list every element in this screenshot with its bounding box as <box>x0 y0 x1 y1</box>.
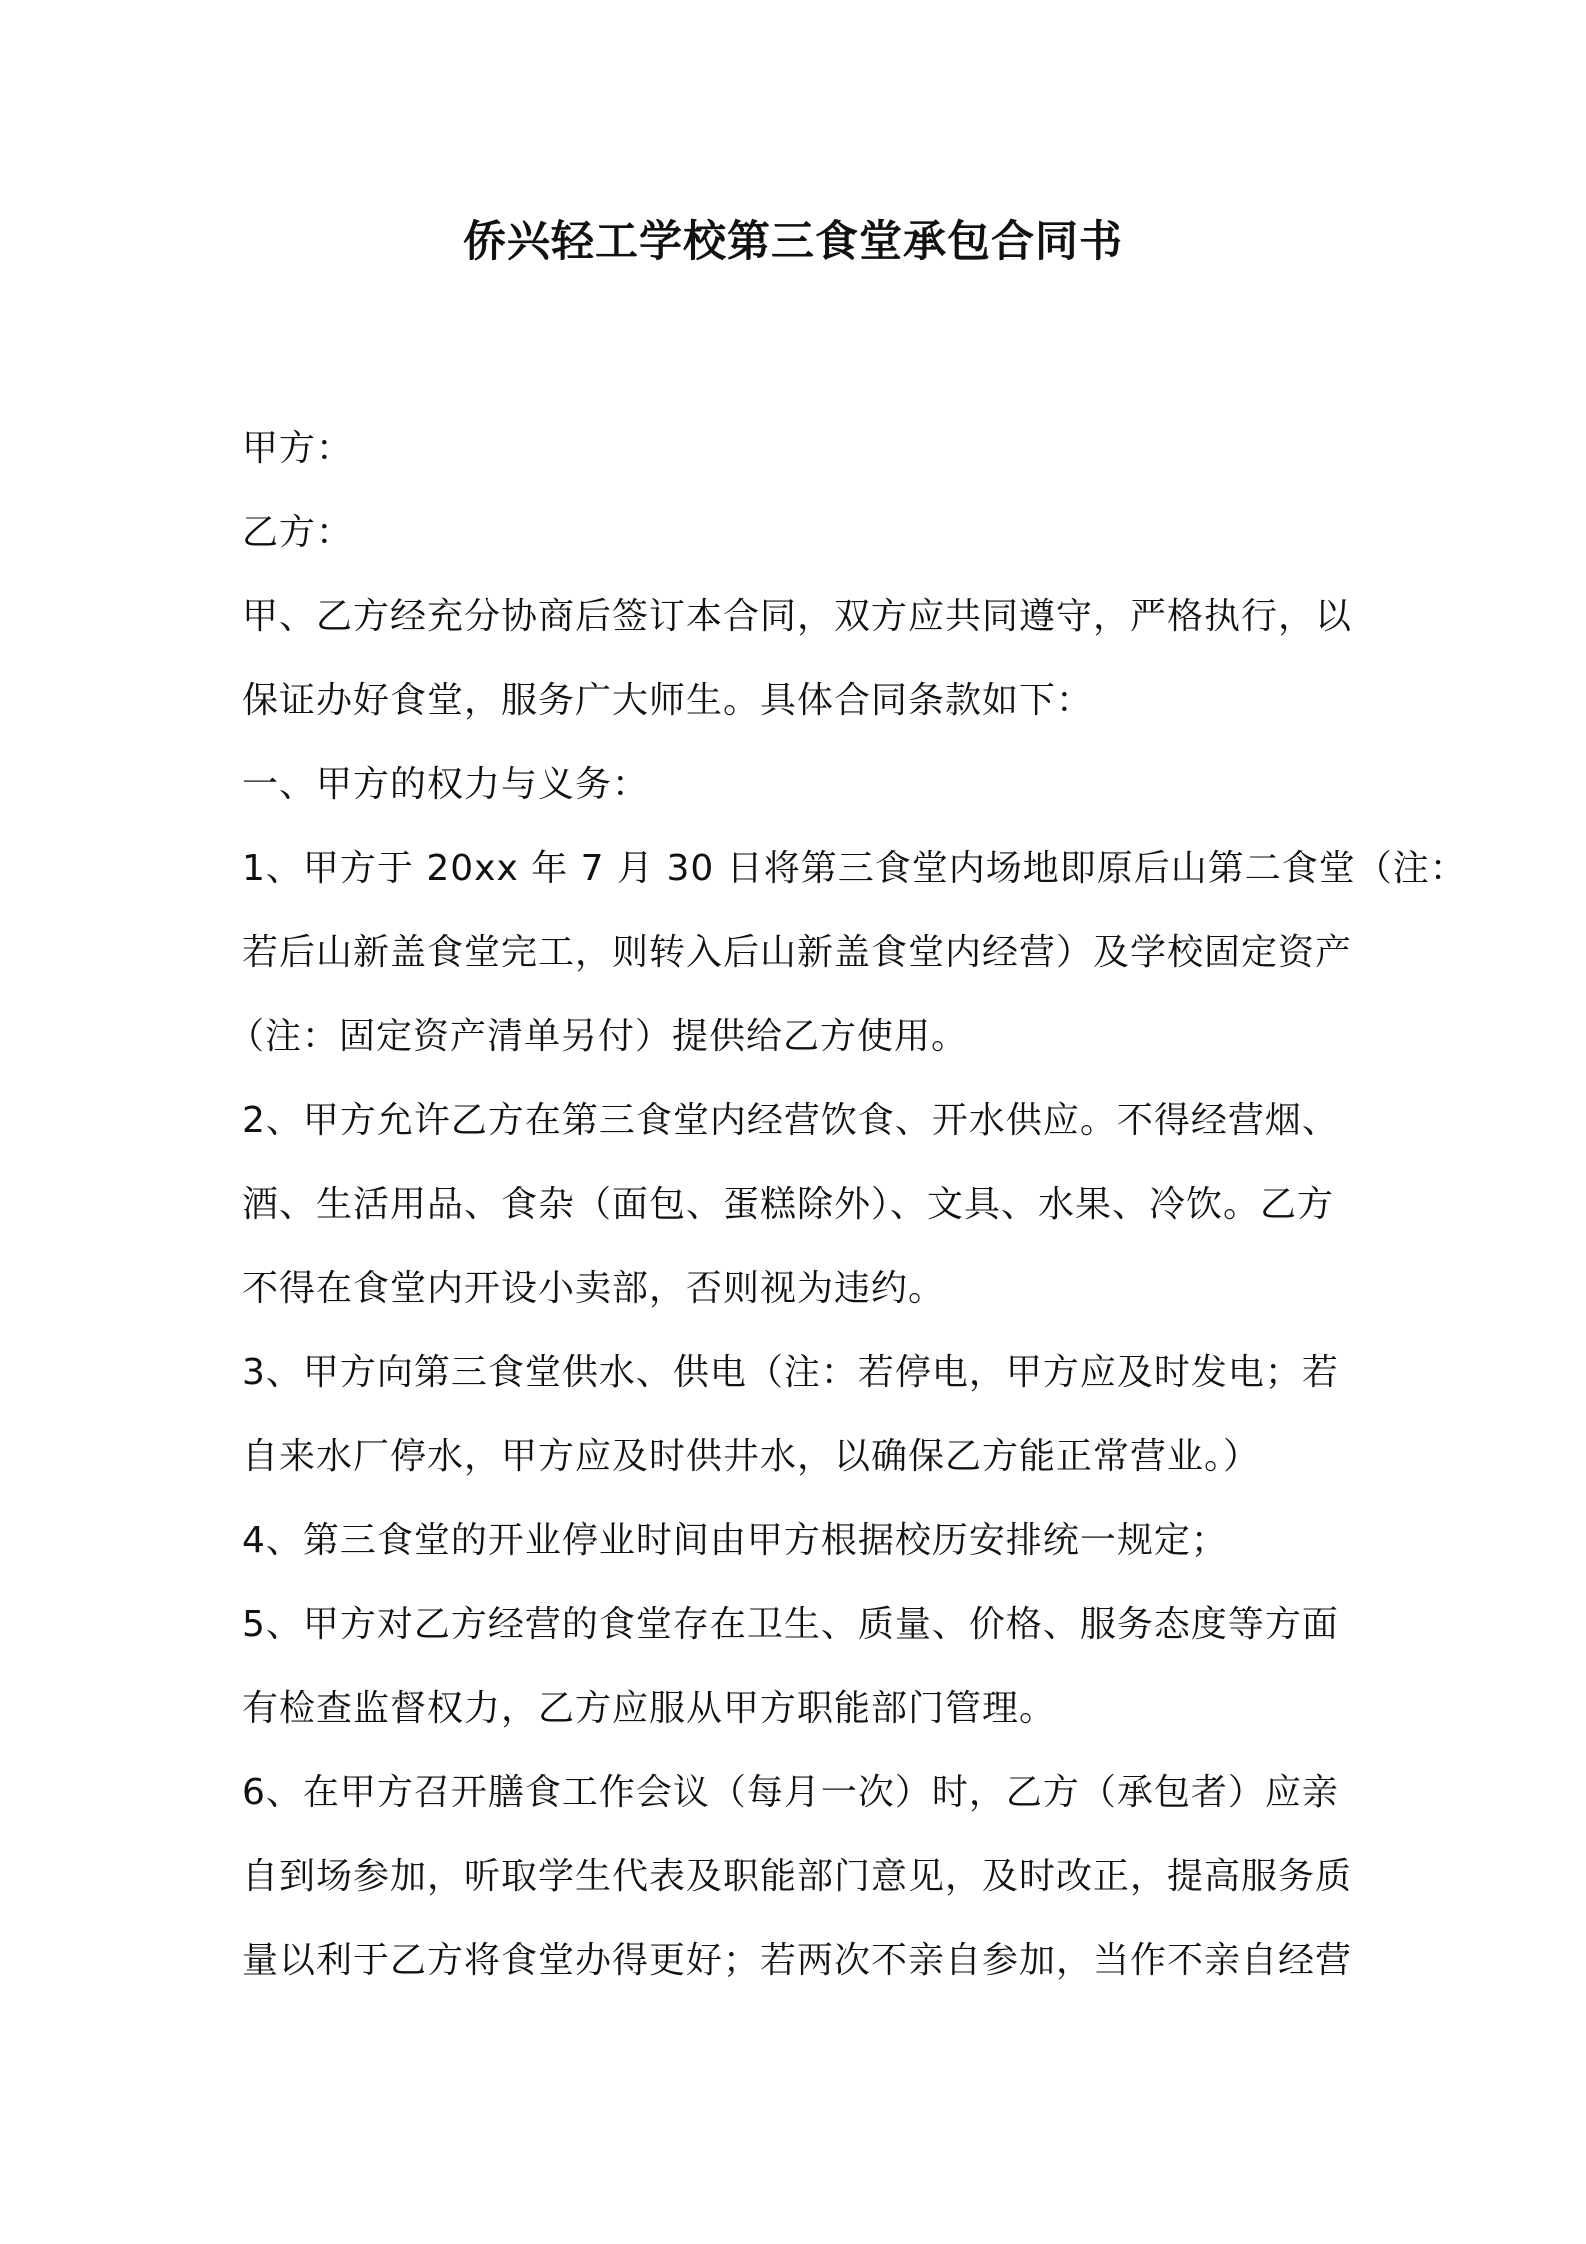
clause-1-line-1: 1、甲方于 20xx 年 7 月 30 日将第三食堂内场地即原后山第二食堂（注： <box>242 848 1467 889</box>
document-body <box>228 407 1467 2003</box>
section-heading-1: 一、甲方的权力与义务： <box>242 764 650 805</box>
document-title: 侨兴轻工学校第三食堂承包合同书 <box>463 217 1123 267</box>
clause-1-line-2: 若后山新盖食堂完工，则转入后山新盖食堂内经营）及学校固定资产 <box>242 932 1353 973</box>
party-b-line: 乙方： <box>242 512 354 553</box>
clause-5-line-1: 5、甲方对乙方经营的食堂存在卫生、质量、价格、服务态度等方面 <box>242 1604 1339 1645</box>
clause-3-line-1: 3、甲方向第三食堂供水、供电（注：若停电，甲方应及时发电；若 <box>242 1352 1339 1393</box>
party-a-line: 甲方： <box>242 428 354 469</box>
clause-6-line-3: 量以利于乙方将食堂办得更好；若两次不亲自参加，当作不亲自经营 <box>242 1940 1353 1981</box>
preamble-line-1: 甲、乙方经充分协商后签订本合同，双方应共同遵守，严格执行，以 <box>242 596 1353 637</box>
clause-2-line-2: 酒、生活用品、食杂（面包、蛋糕除外）、文具、水果、冷饮。乙方 <box>242 1184 1335 1225</box>
clause-3-line-2: 自来水厂停水，甲方应及时供井水，以确保乙方能正常营业。） <box>242 1436 1261 1477</box>
clause-2-line-3: 不得在食堂内开设小卖部，否则视为违约。 <box>242 1268 946 1309</box>
clause-2-line-1: 2、甲方允许乙方在第三食堂内经营饮食、开水供应。不得经营烟、 <box>242 1100 1339 1141</box>
clause-6-line-2: 自到场参加，听取学生代表及职能部门意见，及时改正，提高服务质 <box>242 1856 1353 1897</box>
preamble-line-2: 保证办好食堂，服务广大师生。具体合同条款如下： <box>242 680 1094 721</box>
clause-6-line-1: 6、在甲方召开膳食工作会议（每月一次）时，乙方（承包者）应亲 <box>242 1772 1339 1813</box>
clause-5-line-2: 有检查监督权力，乙方应服从甲方职能部门管理。 <box>242 1688 1057 1729</box>
clause-1-line-3: （注：固定资产清单另付）提供给乙方使用。 <box>228 1016 969 1057</box>
clause-4-line-1: 4、第三食堂的开业停业时间由甲方根据校历安排统一规定； <box>242 1520 1228 1561</box>
